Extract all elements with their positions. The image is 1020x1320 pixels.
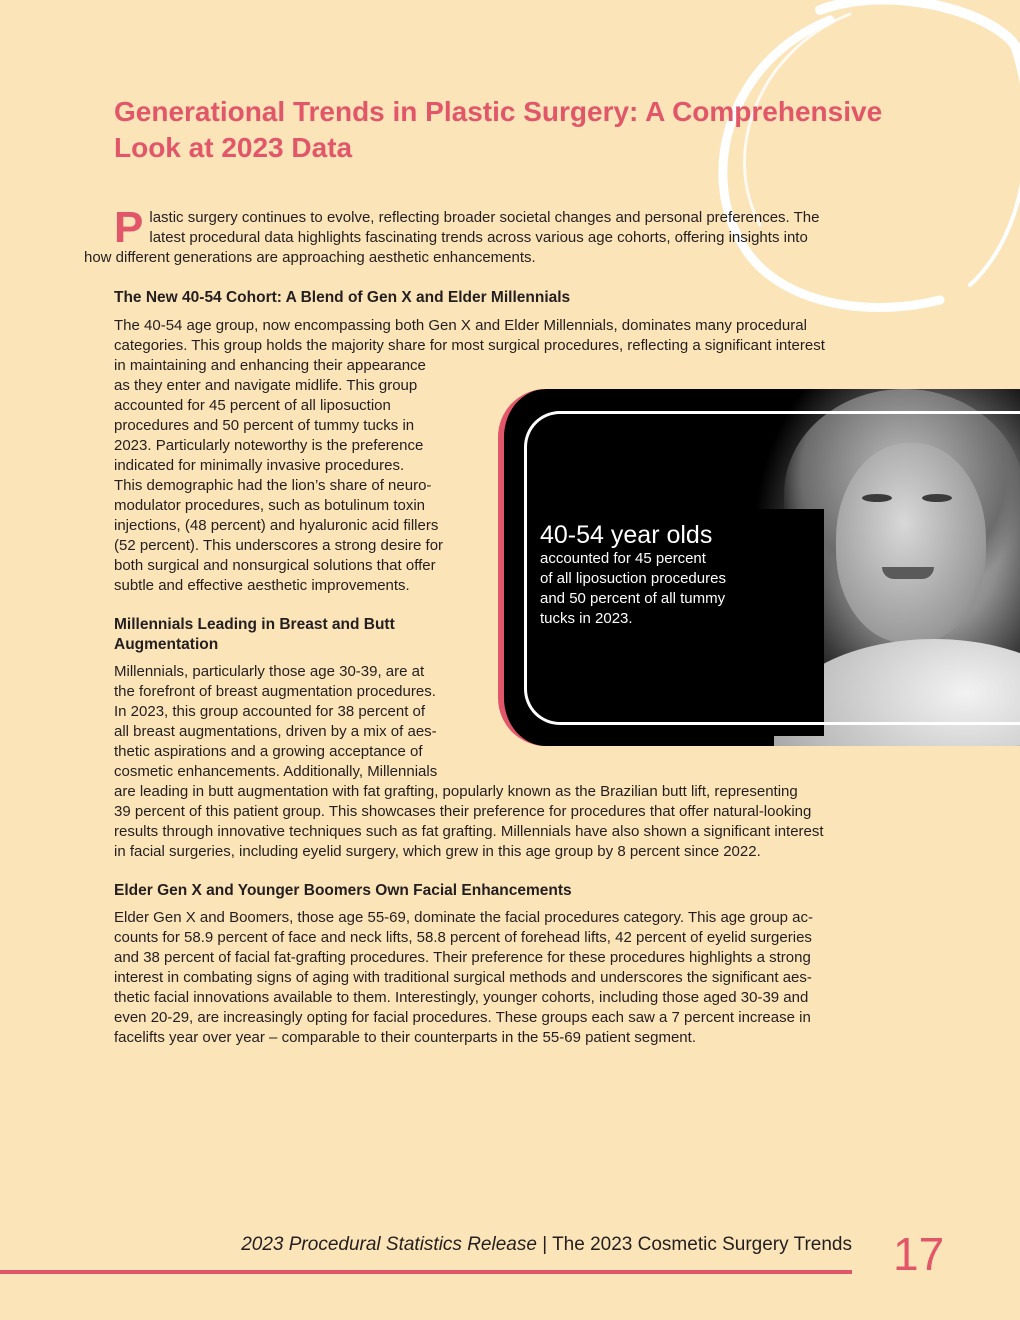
body-line: results through innovative techniques such as fat grafting. Millennials have also shown a significant interest	[114, 823, 824, 840]
body-line: (52 percent). This underscores a strong desire for	[114, 537, 444, 554]
body-line: Elder Gen X and Boomers, those age 55-69, dominate the facial procedures category. This age group ac-	[114, 909, 814, 926]
stat-callout	[498, 389, 1020, 746]
section-body-gen-x-boomers	[114, 908, 813, 1048]
body-line: procedures and 50 percent of tummy tucks in	[114, 417, 415, 434]
body-line: even 20-29, are increasingly opting for facial procedures. These groups each saw a 7 percent increase in	[114, 1009, 811, 1026]
body-line: interest in combating signs of aging with traditional surgical methods and underscores the significant aes-	[114, 969, 812, 986]
section-heading-cohort-40-54: The New 40-54 Cohort: A Blend of Gen X and Elder Millennials	[114, 289, 571, 306]
body-line: 39 percent of this patient group. This showcases their preference for procedures that offer natural-looking	[114, 803, 812, 820]
callout-line: and 50 percent of all tummy	[540, 590, 726, 607]
body-line: accounted for 45 percent of all liposuction	[114, 397, 391, 414]
callout-title: 40-54 year olds	[540, 521, 713, 549]
body-line: counts for 58.9 percent of face and neck lifts, 58.8 percent of forehead lifts, 42 percent of eyelid surgeries	[114, 929, 812, 946]
page-number: 17	[893, 1228, 945, 1280]
heading-line: Augmentation	[114, 636, 219, 653]
body-line: are leading in butt augmentation with fat grafting, popularly known as the Brazilian butt lift, representing	[114, 783, 798, 800]
footer-publication: 2023 Procedural Statistics Release	[241, 1234, 537, 1255]
body-line: and 38 percent of facial fat-grafting procedures. Their preference for these procedures highlights a strong	[114, 949, 811, 966]
body-line: This demographic had the lion’s share of neuro-	[114, 477, 432, 494]
intro-line: lastic surgery continues to evolve, reflecting broader societal changes and personal preferences. The	[149, 209, 820, 226]
body-line: Millennials, particularly those age 30-39, are at	[114, 663, 425, 680]
section-heading-millennials	[114, 615, 395, 655]
intro-line: latest procedural data highlights fascinating trends across various age cohorts, offering insights into	[149, 229, 808, 246]
body-line: facelifts year over year – comparable to their counterparts in the 55-69 patient segment.	[114, 1029, 696, 1046]
section-heading-gen-x-boomers: Elder Gen X and Younger Boomers Own Facial Enhancements	[114, 882, 572, 899]
footer-separator: |	[536, 1234, 553, 1255]
body-line: In 2023, this group accounted for 38 percent of	[114, 703, 426, 720]
body-line: 2023. Particularly noteworthy is the preference	[114, 437, 424, 454]
footer-section: The 2023 Cosmetic Surgery Trends	[552, 1234, 852, 1255]
body-line: in maintaining and enhancing their appearance	[114, 357, 426, 374]
callout-line: of all liposuction procedures	[540, 570, 726, 587]
body-line: cosmetic enhancements. Additionally, Millennials	[114, 763, 438, 780]
callout-line: accounted for 45 percent	[540, 550, 706, 567]
body-line: both surgical and nonsurgical solutions that offer	[114, 557, 436, 574]
heading-line: Millennials Leading in Breast and Butt	[114, 616, 395, 633]
body-line: the forefront of breast augmentation procedures.	[114, 683, 436, 700]
body-line: thetic facial innovations available to them. Interestingly, younger cohorts, including those aged 30-39 and	[114, 989, 809, 1006]
callout-text	[540, 549, 780, 629]
body-line: thetic aspirations and a growing acceptance of	[114, 743, 423, 760]
page-title: Generational Trends in Plastic Surgery: A Comprehensive Look at 2023 Data	[114, 96, 883, 163]
body-line: injections, (48 percent) and hyaluronic acid fillers	[114, 517, 439, 534]
intro-line: how different generations are approaching aesthetic enhancements.	[84, 249, 536, 266]
body-line: all breast augmentations, driven by a mix of aes-	[114, 723, 437, 740]
callout-line: tucks in 2023.	[540, 610, 633, 627]
body-line: in facial surgeries, including eyelid surgery, which grew in this age group by 8 percent since 2022.	[114, 843, 761, 860]
footer-caption	[241, 1233, 852, 1257]
drop-cap: P	[114, 203, 144, 252]
body-line: indicated for minimally invasive procedures.	[114, 457, 405, 474]
body-line: subtle and effective aesthetic improvements.	[114, 577, 410, 594]
intro-paragraph	[84, 203, 894, 268]
body-line: modulator procedures, such as botulinum toxin	[114, 497, 426, 514]
body-line: categories. This group holds the majority share for most surgical procedures, reflecting a significant interest	[114, 337, 825, 354]
footer-rule	[0, 1270, 852, 1274]
body-line: as they enter and navigate midlife. This group	[114, 377, 418, 394]
body-line: The 40-54 age group, now encompassing both Gen X and Elder Millennials, dominates many procedural	[114, 317, 807, 334]
